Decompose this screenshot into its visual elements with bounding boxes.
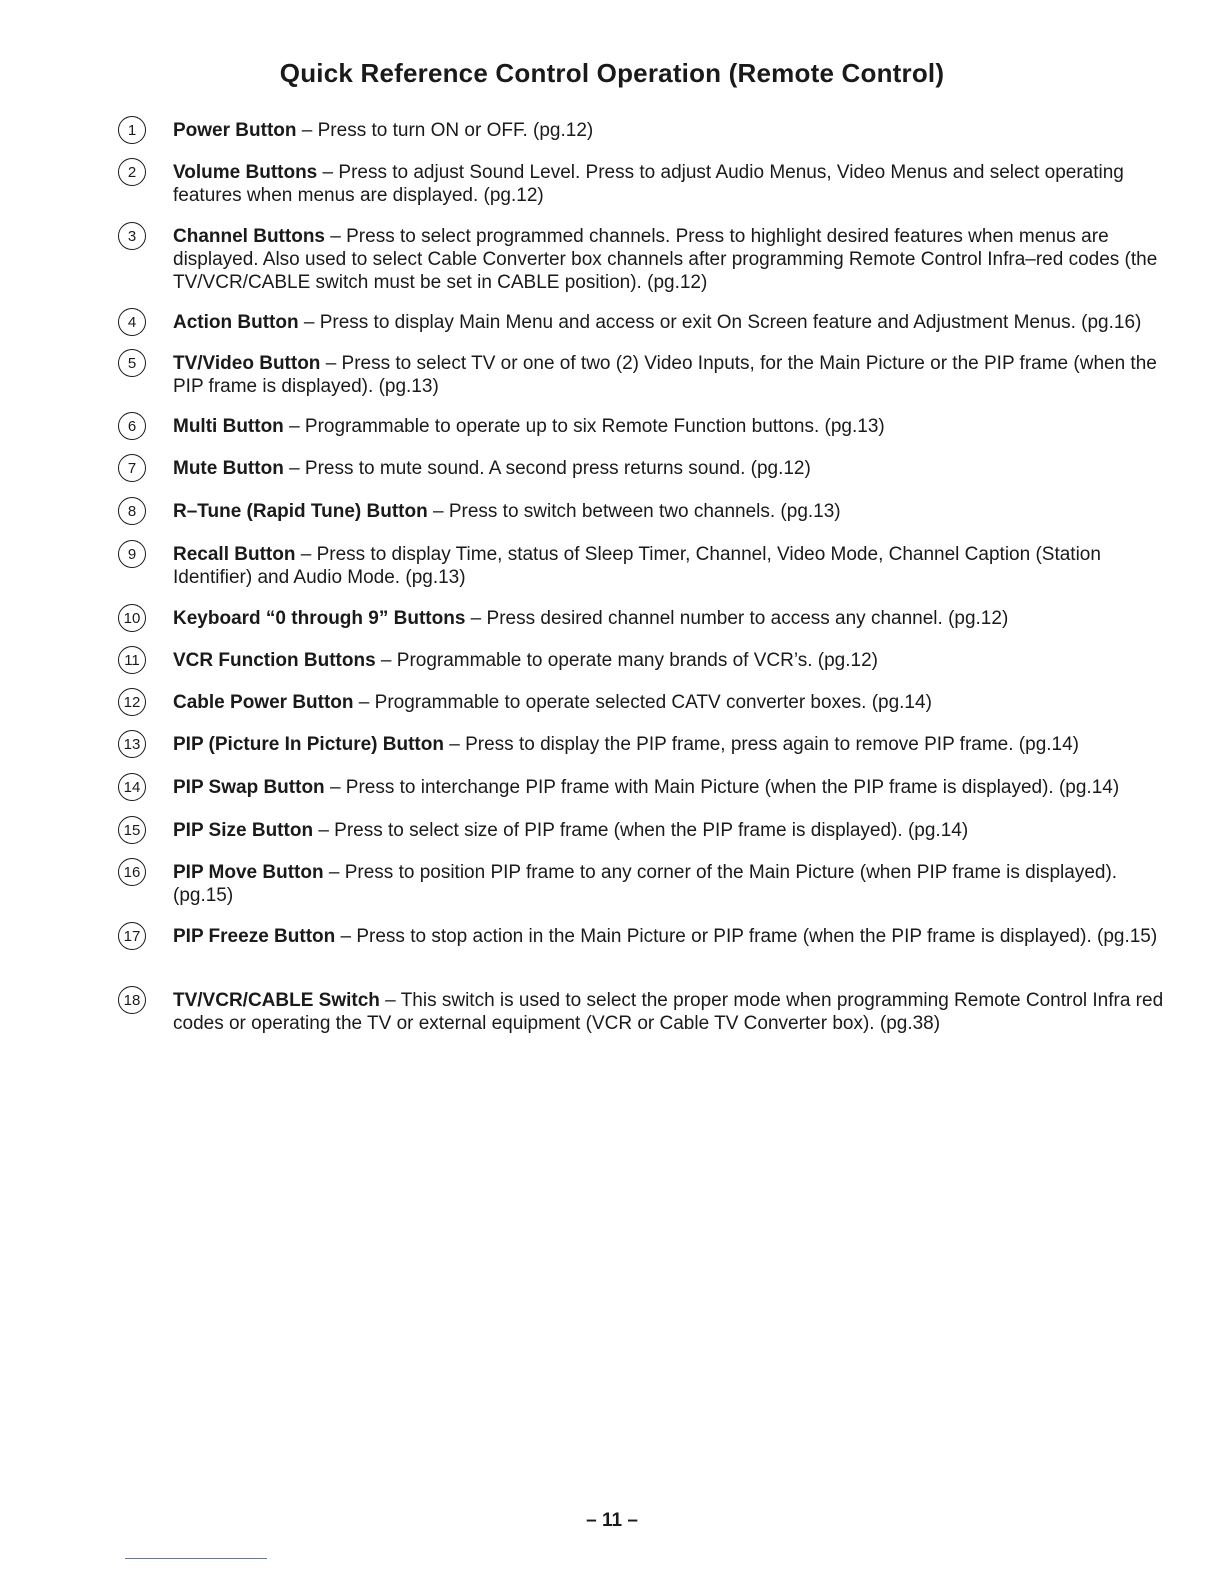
item-number-badge: 18 [118,986,146,1014]
item-term: PIP Move Button [173,862,324,883]
item-term: PIP Size Button [173,820,314,841]
item-term: TV/VCR/CABLE Switch [173,990,380,1011]
item-description: – Press to stop action in the Main Picture or PIP frame (when the PIP frame is displayed). (pg.15) [335,926,1158,947]
list-item [118,161,1168,207]
item-number-badge: 1 [118,116,146,144]
item-term: PIP Freeze Button [173,926,336,947]
item-description: – Press to mute sound. A second press returns sound. (pg.12) [283,458,811,479]
item-text [173,311,1168,334]
item-description: – Press to interchange PIP frame with Main Picture (when the PIP frame is displayed). (pg.14) [324,777,1120,798]
item-description: – Press to switch between two channels. (pg.13) [427,501,841,522]
item-text [173,500,1168,523]
page-number: – 11 – [586,1510,638,1531]
footer-rule [125,1558,267,1559]
item-text [173,819,1168,842]
item-description: – Press to position PIP frame to any corner of the Main Picture (when PIP frame is displayed). (pg.15) [173,862,1118,906]
list-item [118,649,1168,674]
item-term: Recall Button [173,544,296,565]
item-text [173,543,1168,589]
list-item [118,691,1168,716]
item-term: Channel Buttons [173,226,325,247]
item-number-badge: 7 [118,454,146,482]
list-item [118,543,1168,589]
item-term: Action Button [173,312,299,333]
list-item [118,776,1168,801]
item-description: – Press desired channel number to access any channel. (pg.12) [465,608,1009,629]
item-number-badge: 3 [118,222,146,250]
item-description: – Press to adjust Sound Level. Press to adjust Audio Menus, Video Menus and select operating features when menus are displayed. (pg.12) [173,162,1124,206]
list-item [118,415,1168,440]
item-term: PIP (Picture In Picture) Button [173,734,444,755]
item-term: Volume Buttons [173,162,318,183]
item-number-badge: 16 [118,858,146,886]
item-text [173,415,1168,438]
item-number-badge: 13 [118,730,146,758]
item-text [173,649,1168,672]
list-item [118,861,1168,907]
list-item [118,733,1168,758]
item-text [173,925,1168,948]
item-text [173,776,1168,799]
item-text [173,691,1168,714]
list-item [118,311,1168,336]
item-number-badge: 4 [118,308,146,336]
item-text [173,861,1168,907]
item-number-badge: 17 [118,922,146,950]
item-text [173,733,1168,756]
item-number-badge: 5 [118,349,146,377]
item-number-badge: 10 [118,604,146,632]
item-description: – Programmable to operate selected CATV converter boxes. (pg.14) [353,692,932,713]
item-term: Keyboard “0 through 9” Buttons [173,608,466,629]
item-text [173,119,1168,142]
item-number-badge: 14 [118,773,146,801]
item-number-badge: 9 [118,540,146,568]
item-number-badge: 2 [118,158,146,186]
item-description: – Programmable to operate up to six Remote Function buttons. (pg.13) [283,416,885,437]
item-number-badge: 8 [118,497,146,525]
item-term: R–Tune (Rapid Tune) Button [173,501,428,522]
item-number-badge: 15 [118,816,146,844]
item-text [173,607,1168,630]
item-term: Mute Button [173,458,284,479]
item-description: – Press to select size of PIP frame (when the PIP frame is displayed). (pg.14) [313,820,969,841]
list-item [118,352,1168,398]
item-description: – Press to display Main Menu and access or exit On Screen feature and Adjustment Menus. (pg.16) [298,312,1142,333]
item-number-badge: 6 [118,412,146,440]
item-text [173,989,1168,1035]
item-term: VCR Function Buttons [173,650,376,671]
list-item [118,819,1168,844]
list-item [118,119,1168,144]
item-description: – Programmable to operate many brands of VCR’s. (pg.12) [375,650,878,671]
item-term: Cable Power Button [173,692,354,713]
item-term: TV/Video Button [173,353,321,374]
list-item [118,500,1168,525]
item-description: – Press to turn ON or OFF. (pg.12) [296,120,594,141]
item-term: Multi Button [173,416,284,437]
list-item [118,989,1168,1035]
item-text [173,457,1168,480]
item-number-badge: 11 [118,646,146,674]
item-description: – Press to select TV or one of two (2) Video Inputs, for the Main Picture or the PIP frame (when the PIP frame is displayed). (pg.13) [173,353,1157,397]
list-item [118,607,1168,632]
item-description: – Press to select programmed channels. Press to highlight desired features when menus are displayed. Also used to select Cable Converter box channels after programming Remote Control Infra–red codes (the TV/VCR/CABLE switch must be set in CABLE position). (pg.12) [173,226,1158,293]
list-item [118,225,1168,294]
item-text [173,352,1168,398]
item-term: Power Button [173,120,297,141]
list-item [118,925,1168,950]
item-description: – This switch is used to select the proper mode when programming Remote Control Infra red codes or operating the TV or external equipment (VCR or Cable TV Converter box). (pg.38) [173,990,1164,1034]
item-description: – Press to display Time, status of Sleep Timer, Channel, Video Mode, Channel Caption (Station Identifier) and Audio Mode. (pg.13) [173,544,1101,588]
page-title: Quick Reference Control Operation (Remote Control) [279,58,945,88]
item-text [173,161,1168,207]
item-description: – Press to display the PIP frame, press again to remove PIP frame. (pg.14) [443,734,1080,755]
list-item [118,457,1168,482]
item-term: PIP Swap Button [173,777,325,798]
item-text [173,225,1168,294]
item-number-badge: 12 [118,688,146,716]
